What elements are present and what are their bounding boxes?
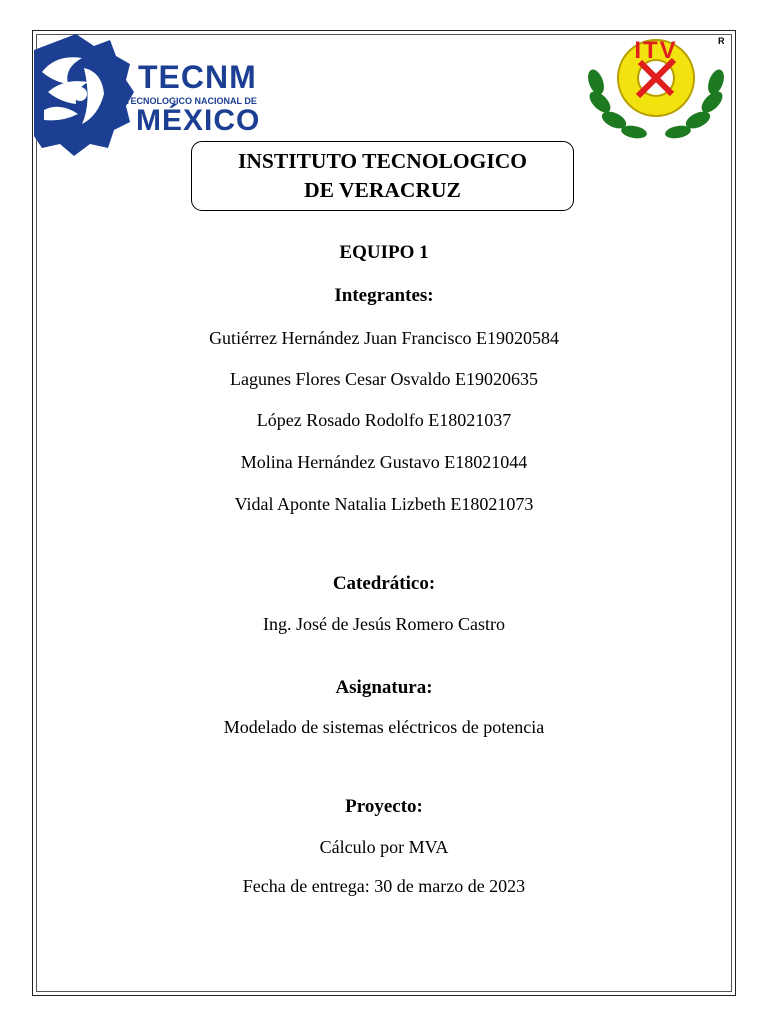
tecnm-subtitle: TECNOLOGICO NACIONAL DE xyxy=(125,96,257,106)
project-heading: Proyecto: xyxy=(345,796,423,817)
tecnm-country: MÉXICO xyxy=(136,104,261,137)
tecnm-acronym: TECNM xyxy=(138,59,257,95)
itv-letters: ITV xyxy=(634,37,678,64)
team-name: EQUIPO 1 xyxy=(339,242,429,263)
professor-name: Ing. José de Jesús Romero Castro xyxy=(263,614,505,634)
member-item: Gutiérrez Hernández Juan Francisco E19020584 xyxy=(209,328,559,348)
registered-mark: R xyxy=(718,36,725,46)
subject-heading: Asignatura: xyxy=(335,677,433,698)
members-heading: Integrantes: xyxy=(334,285,434,306)
subject-name: Modelado de sistemas eléctricos de potencia xyxy=(223,717,545,737)
member-item: Molina Hernández Gustavo E18021044 xyxy=(240,452,528,472)
itv-logo xyxy=(578,32,734,144)
member-item: López Rosado Rodolfo E18021037 xyxy=(256,410,512,430)
institution-title-box xyxy=(191,141,574,211)
tecnm-gear-icon xyxy=(34,34,134,156)
institution-line-2: DE VERACRUZ xyxy=(304,178,461,202)
due-date: Fecha de entrega: 30 de marzo de 2023 xyxy=(242,876,526,896)
professor-heading: Catedrático: xyxy=(332,573,436,594)
institution-line-1: INSTITUTO TECNOLOGICO xyxy=(238,149,527,173)
member-item: Vidal Aponte Natalia Lizbeth E18021073 xyxy=(234,494,534,514)
project-name: Cálculo por MVA xyxy=(319,837,449,857)
member-item: Lagunes Flores Cesar Osvaldo E19020635 xyxy=(230,369,538,389)
